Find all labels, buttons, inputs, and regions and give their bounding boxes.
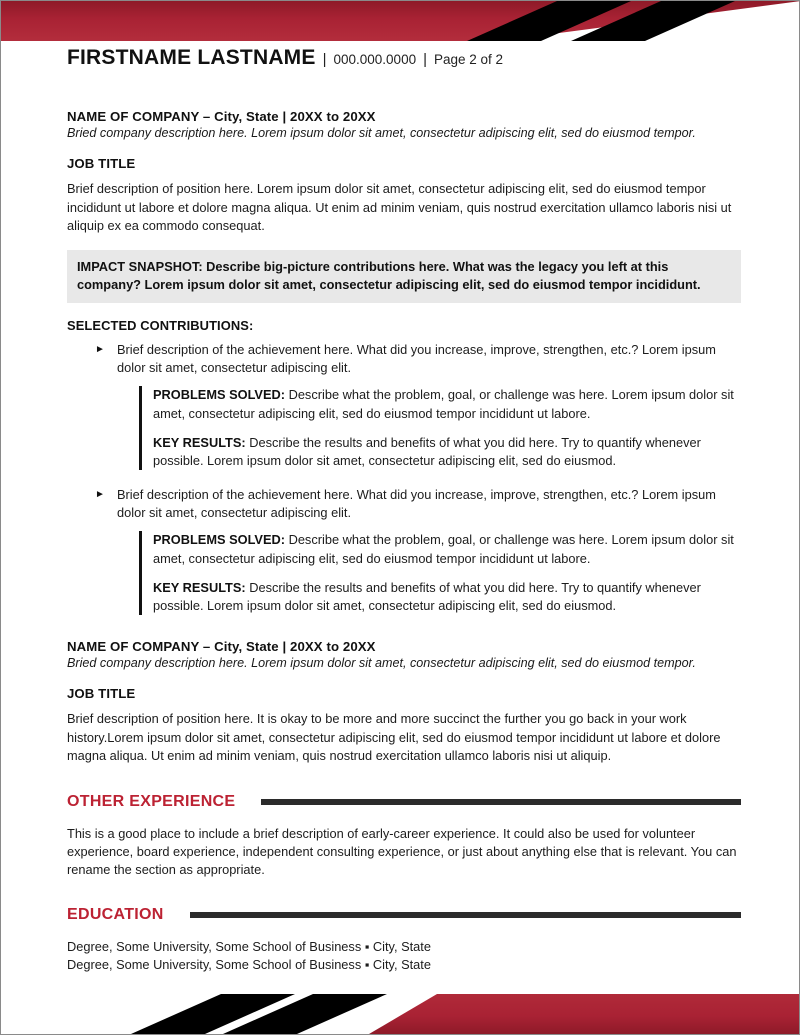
problems-solved-item [153, 531, 741, 567]
education-entry: Degree, Some University, Some School of Business ▪ City, State [67, 939, 431, 955]
impact-snapshot-box [67, 250, 741, 303]
triangle-right-bullet-icon: ► [95, 489, 105, 501]
achievement-detail-block [139, 531, 741, 615]
section-divider-rule [261, 799, 741, 805]
company-heading: NAME OF COMPANY – City, State | 20XX to 20XX [67, 639, 376, 655]
red-band-shape-main [369, 994, 800, 1034]
other-experience-body: This is a good place to include a brief description of early-career experience. It could also be used for volunteer experience, board experience, independent consulting experience, or just about anything else that is relevant. You can rename the section as appropriate. [67, 825, 737, 878]
header-separator-1: | [322, 51, 327, 68]
key-results-text: Describe the results and benefits of what you did here. Try to quantify whenever possible. Lorem ipsum dolor sit amet, consectetur adipiscing elit, sed do eiusmod. [153, 434, 701, 468]
problems-solved-text: Describe what the problem, goal, or challenge was here. Lorem ipsum dolor sit amet, consectetur adipiscing elit, sed do eiusmod tempor incididunt ut labore. [153, 387, 734, 421]
problems-solved-label: PROBLEMS SOLVED: [153, 387, 286, 403]
section-header-other-experience [67, 793, 741, 811]
phone-number: 000.000.0000 [333, 52, 417, 67]
job-description: Brief description of position here. Lorem ipsum dolor sit amet, consectetur adipiscing elit, sed do eiusmod tempor incididunt ut labore et dolore magna aliqua. Ut enim ad minim veniam, quis nostrud exercitation ullamco laboris nisi ut aliquip ex ea commodo consequat. [67, 181, 732, 233]
achievement-text: Brief description of the achievement here. What did you increase, improve, strengthen, etc.? Lorem ipsum dolor sit amet, consectetur adipiscing elit. [117, 487, 716, 521]
section-divider-rule [190, 912, 741, 918]
top-decoration-banner [1, 1, 800, 47]
section-title: EDUCATION [67, 906, 164, 924]
achievement-bullet [67, 486, 741, 522]
job-description: Brief description of position here. It is okay to be more and more succinct the further you go back in your work history.Lorem ipsum dolor sit amet, consectetur adipiscing elit, sed do eiusmod tempor incididunt ut labore et dolore magna aliqua. Ut enim ad minim veniam, quis nostrud exercitation ullamco laboris nisi ut aliquip. [67, 711, 721, 763]
header-separator-2: | [423, 51, 427, 68]
company-heading: NAME OF COMPANY – City, State | 20XX to 20XX [67, 109, 376, 124]
experience-entry [67, 639, 741, 765]
problems-solved-item [153, 386, 741, 422]
key-results-label: KEY RESULTS: [153, 434, 246, 450]
resume-body [67, 109, 741, 974]
section-title: OTHER EXPERIENCE [67, 792, 236, 810]
section-header-education [67, 906, 741, 924]
triangle-right-bullet-icon: ► [95, 344, 105, 356]
job-title: JOB TITLE [67, 686, 136, 702]
company-description: Bried company description here. Lorem ipsum dolor sit amet, consectetur adipiscing elit, sed do eiusmod tempor. [67, 126, 696, 140]
impact-snapshot-text: IMPACT SNAPSHOT: Describe big-picture contributions here. What was the legacy you left at this company? Lorem ipsum dolor sit amet, consectetur adipiscing elit, sed do eiusmod tempor incididunt. [77, 258, 701, 292]
selected-contributions-label: SELECTED CONTRIBUTIONS: [67, 318, 254, 334]
problems-solved-label: PROBLEMS SOLVED: [153, 532, 286, 548]
candidate-name: FIRSTNAME LASTNAME [67, 46, 316, 69]
problems-solved-text: Describe what the problem, goal, or challenge was here. Lorem ipsum dolor sit amet, consectetur adipiscing elit, sed do eiusmod tempor incididunt ut labore. [153, 532, 734, 566]
company-description: Bried company description here. Lorem ipsum dolor sit amet, consectetur adipiscing elit, sed do eiusmod tempor. [67, 656, 696, 671]
education-entry: Degree, Some University, Some School of Business ▪ City, State [67, 956, 431, 972]
page-header [67, 46, 759, 70]
red-band-shape-main [1, 1, 561, 41]
page-number: Page 2 of 2 [434, 52, 504, 67]
key-results-item [153, 434, 741, 470]
bottom-decoration-banner [1, 970, 800, 1034]
key-results-item [153, 579, 741, 615]
job-title: JOB TITLE [67, 156, 136, 172]
key-results-text: Describe the results and benefits of what you did here. Try to quantify whenever possible. Lorem ipsum dolor sit amet, consectetur adipiscing elit, sed do eiusmod. [153, 579, 701, 613]
experience-entry [67, 109, 741, 615]
achievement-bullet [67, 341, 741, 377]
key-results-label: KEY RESULTS: [153, 579, 246, 595]
achievement-group [67, 486, 741, 615]
achievement-detail-block [139, 386, 741, 470]
achievement-group [67, 341, 741, 470]
achievement-text: Brief description of the achievement here. What did you increase, improve, strengthen, etc.? Lorem ipsum dolor sit amet, consectetur adipiscing elit. [117, 342, 716, 376]
